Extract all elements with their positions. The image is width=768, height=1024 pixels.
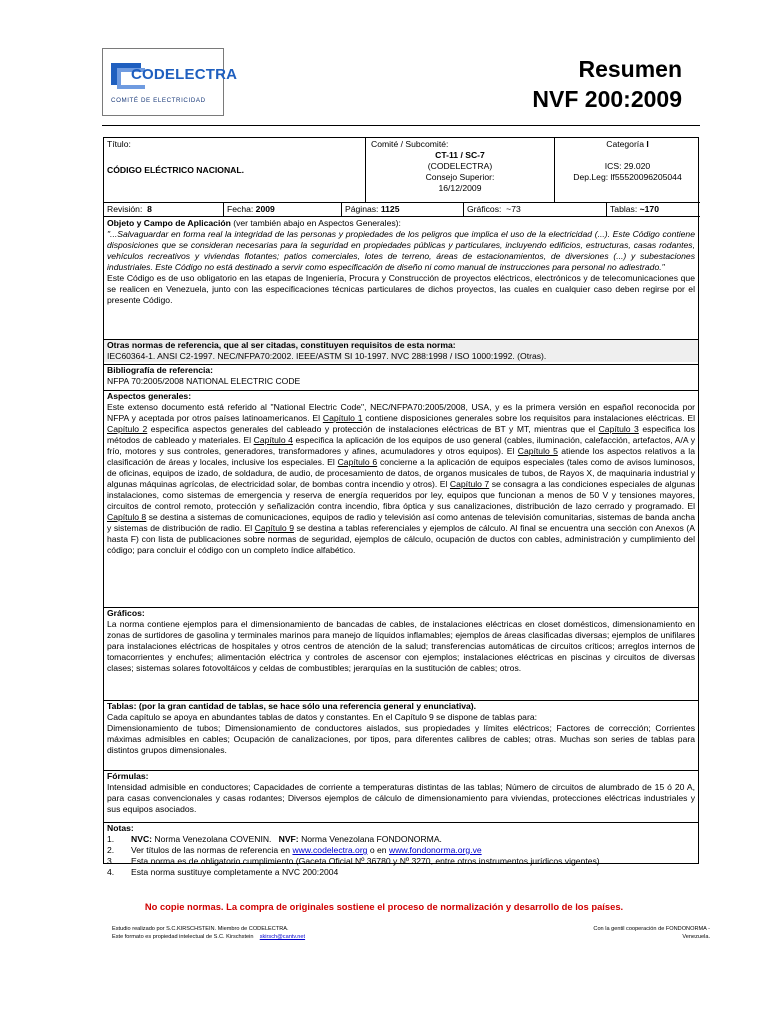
bibliography-section xyxy=(104,365,698,387)
general-aspects-text: Este extenso documento está referido al "National Electric Code", NEC/NFPA70:2005/2008, USA, y es la primera versión en español reconocida por NFPA y aceptada por otros países latinoamericanos. El Capítulo 1 contiene disposiciones generales sobre los requisitos para instalaciones eléctricas. El Capítulo 2 especifica aspectos generales del cableado y protección de instalaciones eléctricas de BT y MT, mientras que el Capítulo 3 especifica los métodos de cableado y materiales. El Capítulo 4 especifica la aplicación de los equipos de uso general (cables, iluminación, calefacción, artefactos, A/A y frío, motores y sus controles, generadores, transformadores y afines, acumuladores y otros equipos). El Capítulo 5 atiende los aspectos relativos a la clasificación de áreas y locales, inclusive los especiales. El Capítulo 6 concierne a la aplicación de equipos especiales (tales como de avisos luminosos, de oficinas, equipos de izado, de soldadura, de audio, de procesamiento de datos, de organos musicales de tubos, de Rayos X, de maquinaria industrial y algunas máquinas agrícolas, de electricidad solar, de bombas contra incendio y otros). El Capítulo 7 se consagra a las condiciones especiales de algunas instalaciones, como sistemas de emergencia y reserva de energía requeridos por ley, equipos que funcionan a menos de 50 V y tensiones mayores, circuitos de control remoto, protección y señalización contra incendio, fibra óptica y sus canalizaciones, distribución de lazo cerrado y programado. El Capítulo 8 se destina a sistemas de comunicaciones, equipos de radio y televisión así como antenas de televisión comunitarias, sistemas de banda ancha y sistemas de distribución de radio. El Capítulo 9 se destina a tablas referenciales y ejemplos de cálculo. Al final se encuentra una sección con Anexos (A hasta F) con lista de publicaciones sobre normas de seguridad, ejemplos de cálculo, ocupación de ductos con cables, administración y cumplimiento del código; para concluir el código con un completo índice alfabético. xyxy=(107,402,696,555)
summary-sheet xyxy=(103,137,699,877)
logo-text: CODELECTRA xyxy=(131,66,238,83)
chapter-8-ref: Capítulo 8 xyxy=(107,512,147,522)
pages-cell xyxy=(342,203,464,217)
fondonorma-link[interactable]: www.fondonorma.org.ve xyxy=(388,845,482,855)
committee-label: Comité / Subcomité: xyxy=(371,139,449,149)
references-title: Otras normas de referencia, que al ser citadas, constituyen requisitos de esta norma: xyxy=(107,340,456,350)
tables-cell xyxy=(607,203,700,217)
committee-value: CT-11 / SC-7 xyxy=(435,150,485,160)
author-email-link[interactable]: skirsch@cantv.net xyxy=(259,934,306,940)
logo-subtitle: COMITÉ DE ELECTRICIDAD xyxy=(111,97,206,104)
charts-section xyxy=(104,608,698,674)
revision-cell xyxy=(104,203,224,217)
date-cell xyxy=(224,203,342,217)
footer-ownership: Este formato es propiedad intelectual de S.C. Kirschstein xyxy=(112,934,254,940)
footer-credit-line: Estudio realizado por S.C.KIRSCHSTEIN. Miembro de CODELECTRA. xyxy=(112,926,289,932)
scope-title-note: (ver también abajo en Aspectos Generales): xyxy=(233,218,401,228)
category-label: Categoría xyxy=(606,139,644,149)
title-cell xyxy=(104,138,366,203)
committee-cell xyxy=(366,138,555,203)
cooperation-country: Venezuela. xyxy=(682,934,710,940)
codelectra-link[interactable]: www.codelectra.org xyxy=(292,845,368,855)
cooperation-line: Con la gentil cooperación de FONDONORMA - xyxy=(593,926,710,932)
category-value: I xyxy=(646,139,649,149)
scope-text: Este Código es de uso obligatorio en las etapas de Ingeniería, Procura y Construcción de proyectos eléctricos, electrónicos y de telecomunicaciones que se realicen en Venezuela, junto con las especificaciones técnicas particulares de dichos proyectos, las cuales en cualquier caso deben regirse por el presente Código. xyxy=(107,273,695,305)
revision-label: Revisión: xyxy=(107,204,143,214)
chapter-1-ref: Capítulo 1 xyxy=(322,413,363,423)
notes-section xyxy=(104,823,698,878)
title-label: Título: xyxy=(107,139,131,149)
council-label: Consejo Superior: xyxy=(425,172,495,182)
bibliography-title: Bibliografía de referencia: xyxy=(107,365,214,375)
chapter-4-ref: Capítulo 4 xyxy=(253,435,293,445)
committee-org: (CODELECTRA) xyxy=(427,161,493,171)
references-text: IEC60364-1. ANSI C2-1997. NEC/NFPA70:2002. IEEE/ASTM SI 10-1997. NVC 288:1998 / ISO 1000:1992. (Otras). xyxy=(107,351,547,361)
tables-intro: Cada capítulo se apoya en abundantes tablas de datos y constantes. En el Capítulo 9 se dispone de tablas para: xyxy=(107,712,537,722)
footer-cooperation xyxy=(593,925,710,941)
note-3: 3. Esta norma es de obligatorio cumplimiento (Gaceta Oficial Nº 36780 y Nº 3270, entre otros instrumentos jurídicos vigentes). xyxy=(107,856,603,866)
chapter-5-ref: Capítulo 5 xyxy=(517,446,558,456)
footer-credits xyxy=(112,925,305,941)
chapter-7-ref: Capítulo 7 xyxy=(449,479,490,489)
scope-title: Objeto y Campo de Aplicación xyxy=(107,218,231,228)
tables-text: Dimensionamiento de tubos; Dimensionamiento de conductores aislados, sus propiedades y límites eléctricos; Factores de corrección; Corrientes máximas admisibles en cables; Ocupación de canalizaciones, por tipos, para diferentes calibres de cables; otras. Muchas son series de tablas para distintos grupos dimensionales. xyxy=(107,723,695,755)
note-1: 1. NVC: Norma Venezolana COVENIN. NVF: Norma Venezolana FONDONORMA. xyxy=(107,834,442,844)
tables-label: Tablas: xyxy=(610,204,638,214)
chapter-2-ref: Capítulo 2 xyxy=(107,424,148,434)
revision-value: 8 xyxy=(147,204,152,214)
pages-label: Páginas: xyxy=(345,204,379,214)
general-aspects-section xyxy=(104,391,698,556)
date-value: 2009 xyxy=(255,204,275,214)
references-section xyxy=(104,340,698,362)
council-date: 16/12/2009 xyxy=(438,183,482,193)
codelectra-logo xyxy=(102,48,238,116)
tables-title: Tablas: (por la gran cantidad de tablas, se hace sólo una referencia general y enunciativa). xyxy=(107,701,477,711)
scope-quote: "...Salvaguardar en forma real la integridad de las personas y propiedades de los peligros que implica el uso de la electricidad (...). Este Código contiene disposiciones que se consideran necesarias para la seguridad en propiedades públicas y particulares, incluyendo edificios, estructuras, casas rodantes, vehículos recreativos y viviendas flotantes; patios comerciales, lotes de terreno, áreas de estacionamientos, de diversiones (...) y subestaciones industriales. Este Código no está destinado a servir como especificación de diseño ni como manual de instrucciones para personal no adiestrado." xyxy=(107,229,695,272)
formulas-text: Intensidad admisible en conductores; Capacidades de corriente a temperaturas distintas de las tablas; Número de circuitos de alumbrado de 15 ó 20 A, para casas convencionales y casas rodantes; Diversos ejemplos de cálculo de dimensionamiento para viviendas, protecciones eléctricas industriales y sus equipos asociados. xyxy=(107,782,695,814)
charts-label: Gráficos: xyxy=(467,204,502,214)
copyright-notice: No copie normas. La compra de originales sostiene el proceso de normalización y desarrollo de los países. xyxy=(144,901,624,912)
pages-value: 1125 xyxy=(380,204,400,214)
formulas-title: Fórmulas: xyxy=(107,771,149,781)
charts-text: La norma contiene ejemplos para el dimensionamiento de bancadas de cables, de instalaciones eléctricas en closet domésticos, dimensionamiento en zonas de surtidores de gasolina y terminales marinos para manejo de líquidos inflamables; ejemplos de áreas clasificadas diversas; ejemplos de unifilares para instalaciones eléctricas de hospitales y otros centros de atención de la salud; transferencias automáticas de circuitos críticos; arreglos internos de tomacorrientes y enchufes; alimentación eléctrica y controles de ascensor con ejemplos; instalaciones eléctricas en piscinas y circuitos de diversas clases; sistemas solares fotovoltáicos y celdas de combustibles; jerarquías en la sustitución de cables; otros. xyxy=(107,619,695,673)
summary-title: Resumen xyxy=(578,56,682,82)
general-aspects-title: Aspectos generales: xyxy=(107,391,192,401)
legal-deposit: Dep.Leg: lf55520096205044 xyxy=(573,172,682,182)
note-2: 2. Ver títulos de las normas de referencia en www.codelectra.org o en www.fondonorma.org.ve xyxy=(107,845,482,855)
category-cell xyxy=(555,138,700,203)
date-label: Fecha: xyxy=(227,204,254,214)
charts-value: ~73 xyxy=(506,204,521,214)
chapter-6-ref: Capítulo 6 xyxy=(337,457,378,467)
bibliography-text: NFPA 70:2005/2008 NATIONAL ELECTRIC CODE xyxy=(107,376,301,386)
norm-code: NVF 200:2009 xyxy=(532,86,682,112)
scope-section xyxy=(104,218,698,306)
formulas-section xyxy=(104,771,698,815)
title-value: CÓDIGO ELÉCTRICO NACIONAL. xyxy=(107,165,245,175)
chapter-3-ref: Capítulo 3 xyxy=(598,424,639,434)
chapter-9-ref: Capítulo 9 xyxy=(254,523,294,533)
charts-cell xyxy=(464,203,607,217)
notes-title: Notas: xyxy=(107,823,134,833)
ics-code: ICS: 29.020 xyxy=(604,161,651,171)
tables-value: ~170 xyxy=(639,204,659,214)
header-rule xyxy=(102,125,700,126)
note-4: 4. Esta norma sustituye completamente a NVC 200:2004 xyxy=(107,867,339,877)
tables-section xyxy=(104,701,698,756)
charts-title: Gráficos: xyxy=(107,608,145,618)
